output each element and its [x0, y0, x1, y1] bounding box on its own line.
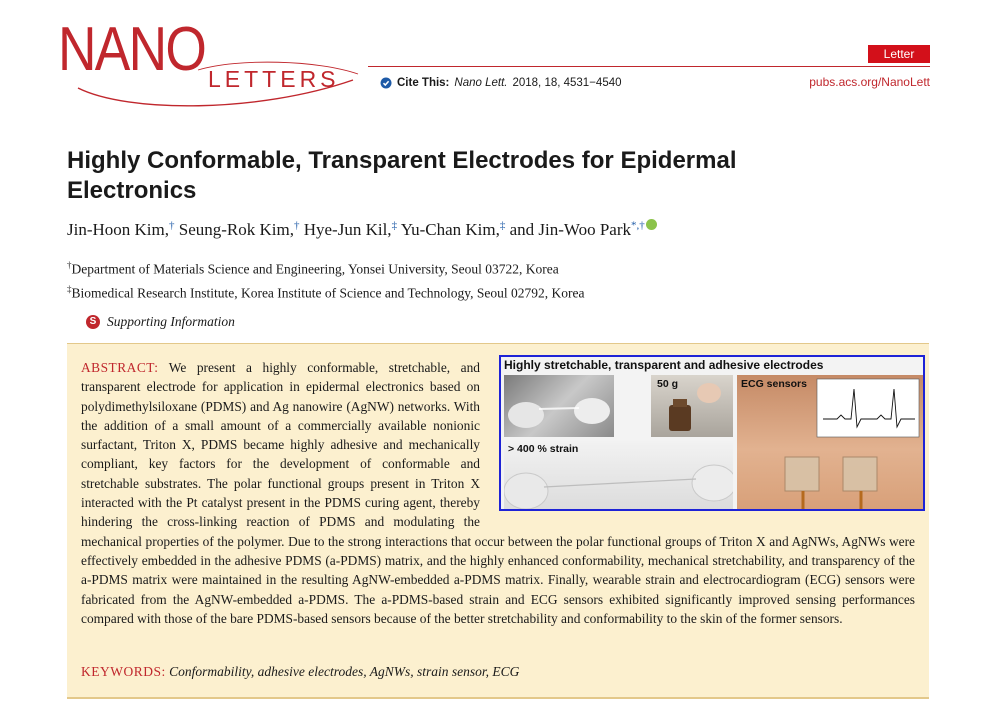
keywords-label: KEYWORDS:	[81, 664, 166, 679]
abstract-box	[67, 343, 929, 699]
abstract-label: ABSTRACT:	[81, 360, 159, 375]
photo-ecg-sensors	[737, 375, 923, 510]
logo-letters-text: LETTERS	[208, 66, 340, 92]
affiliation-text: Department of Materials Science and Engineering, Yonsei University, Seoul 03722, Korea	[71, 261, 559, 277]
cite-icon	[380, 77, 392, 89]
article-type-badge: Letter	[868, 45, 930, 63]
keywords-list: Conformability, adhesive electrodes, AgNWs, strain sensor, ECG	[169, 664, 520, 679]
supporting-information-link[interactable]	[86, 314, 235, 330]
affiliation-text: Biomedical Research Institute, Korea Institute of Science and Technology, Seoul 02792, Korea	[71, 285, 585, 301]
paper-title: Highly Conformable, Transparent Electrodes for Epidermal Electronics	[67, 147, 737, 204]
affiliation-mark: †	[67, 260, 72, 270]
affiliation-mark: ‡	[67, 284, 72, 294]
affiliation	[67, 284, 585, 302]
journal-logo	[58, 15, 378, 108]
photo-weight	[651, 375, 733, 437]
header-rule	[368, 66, 930, 67]
abstract-text: We present a highly conformable, stretchable, and transparent electrode for application in epidermal electronics based on polydimethylsiloxane (PDMS) and Ag nanowire (AgNW) networks. With the addition of a small amount of a commercially available nonionic surfactant, Triton X, PDMS became highly adhesive and mechanically compliant, key factors for the development of conformable and stretchable substrates. The polar functional groups present in Triton X interacted with the Pt catalyst present in the PDMS curing agent, thereby hindering the cross-linking reaction of PDMS and modulating the mechanical properties of the polymer. Due to the strong interactions that occur between the polar functional groups of Triton X and AgNWs, AgNWs were effectively embedded in the adhesive PDMS (a-PDMS) matrix, and the highly enhanced conformability, mechanical stretchability, and transparency of the a-PDMS matrix were maintained in the resulting AgNW-embedded a-PDMS matrix. Finally, wearable strain and electrocardiogram (ECG) sensors were fabricated from the AgNW-embedded a-PDMS. The a-PDMS-based strain and ECG sensors exhibited significantly improved sensing performances compared with those of the bare PDMS-based sensors because of the better stretchability and conformability to the skin of the former sensors.	[81, 360, 915, 626]
keywords	[81, 664, 519, 680]
author-mark: *,†	[631, 219, 645, 232]
author-mark: †	[293, 219, 300, 232]
author-list	[67, 219, 657, 240]
author-name[interactable]: Seung-Rok Kim,	[178, 220, 294, 239]
orcid-icon[interactable]	[646, 219, 657, 230]
ecg-label: ECG sensors	[741, 378, 807, 390]
author-name[interactable]: and Jin-Woo Park	[509, 220, 631, 239]
weight-label: 50 g	[657, 378, 679, 390]
supporting-info-label: Supporting Information	[107, 314, 235, 329]
toc-title: Highly stretchable, transparent and adhesive electrodes	[504, 358, 824, 372]
cite-journal: Nano Lett.	[454, 77, 508, 89]
logo-nano-text: NANO	[58, 15, 206, 84]
affiliation	[67, 260, 559, 278]
author-mark: ‡	[499, 219, 506, 232]
cite-ref: 2018, 18, 4531−4540	[512, 77, 622, 89]
author-name[interactable]: Jin-Hoon Kim,	[67, 220, 169, 239]
author-name[interactable]: Hye-Jun Kil,	[303, 220, 392, 239]
cite-this[interactable]	[380, 77, 622, 89]
photo-strain	[504, 441, 733, 510]
photo-film-held	[504, 375, 614, 437]
journal-url[interactable]: pubs.acs.org/NanoLett	[809, 75, 930, 89]
author-name[interactable]: Yu-Chan Kim,	[400, 220, 500, 239]
toc-graphic	[499, 355, 925, 511]
author-mark: †	[169, 219, 175, 232]
author-mark: ‡	[391, 219, 398, 232]
supporting-info-icon: S	[86, 315, 100, 329]
strain-label: > 400 % strain	[508, 443, 579, 455]
cite-label: Cite This:	[397, 77, 450, 89]
